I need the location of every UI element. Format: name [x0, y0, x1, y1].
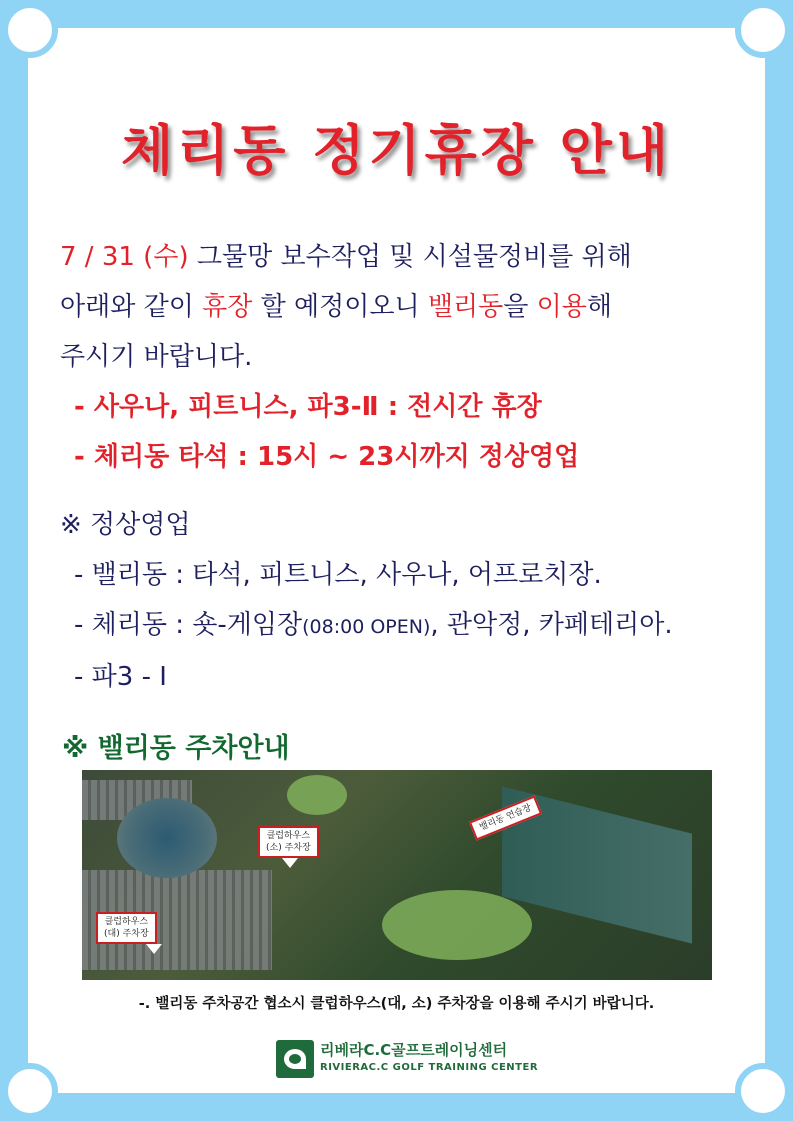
corner-decoration [735, 1063, 791, 1119]
closure-item-2: - 체리동 타석 : 15시 ~ 23시까지 정상영업 [74, 442, 580, 472]
normal-ops-section [60, 500, 750, 702]
notice-text: 아래와 같이 [60, 292, 203, 322]
use-highlight: 이용 [536, 292, 587, 322]
closed-highlight: 휴장 [202, 292, 253, 322]
normal-ops-item-3: - 파3 - Ⅰ [74, 662, 167, 692]
open-time: (08:00 OPEN) [302, 616, 431, 638]
notice-line-1 [60, 232, 750, 282]
corner-decoration [2, 2, 58, 58]
logo-korean: 리베라C.C골프트레이닝센터 [320, 1041, 508, 1059]
notice-line-3: 주시기 바랍니다. [60, 342, 253, 372]
notice-date: 7 / 31 (수) [60, 242, 189, 272]
golf-green [382, 890, 532, 960]
notice-body [60, 232, 750, 482]
notice-text: 을 [503, 292, 537, 322]
map-label-text: (소) 주차장 [266, 843, 311, 853]
parking-aerial-map [82, 770, 712, 980]
page-title: 체리동 정기휴장 안내 [120, 119, 673, 182]
normal-ops-item-2 [60, 600, 750, 652]
corner-decoration [2, 1063, 58, 1119]
closure-item-1: - 사우나, 피트니스, 파3-Ⅱ : 전시간 휴장 [74, 392, 542, 422]
normal-ops-text: , 관악정, 카페테리아. [430, 610, 673, 640]
normal-ops-text: - 체리동 : 숏-게임장 [74, 610, 303, 640]
map-label-text: 클럽하우스 [104, 917, 149, 927]
corner-decoration [735, 2, 791, 58]
company-logo [276, 1040, 538, 1078]
golf-green [287, 775, 347, 815]
map-label-text: 클럽하우스 [266, 831, 311, 841]
valley-highlight: 밸리동 [427, 292, 504, 322]
map-label-clubhouse-small [258, 826, 319, 858]
normal-ops-item-1: - 밸리동 : 타석, 피트니스, 사우나, 어프로치장. [74, 560, 602, 590]
parking-heading: ※ 밸리동 주차안내 [62, 733, 290, 764]
map-label-text: (대) 주차장 [104, 929, 149, 939]
arrow-icon [146, 944, 162, 954]
normal-ops-heading: ※ 정상영업 [60, 510, 191, 540]
logo-text [320, 1042, 538, 1076]
map-label-valley-range: 밸리동 연습장 [469, 795, 542, 840]
clubhouse-roof [117, 798, 217, 878]
notice-line-2 [60, 282, 750, 332]
notice-text: 그물망 보수작업 및 시설물정비를 위해 [188, 242, 632, 272]
logo-english: RIVIERAC.C GOLF TRAINING CENTER [320, 1062, 539, 1073]
arrow-icon [282, 858, 298, 868]
parking-caption: -. 밸리동 주차공간 협소시 클럽하우스(대, 소) 주차장을 이용해 주시기 바랍니다. [138, 996, 655, 1012]
notice-text: 할 예정이오니 [252, 292, 428, 322]
notice-text: 해 [586, 292, 612, 322]
map-label-clubhouse-large [96, 912, 157, 944]
golf-logo-icon [276, 1040, 314, 1078]
